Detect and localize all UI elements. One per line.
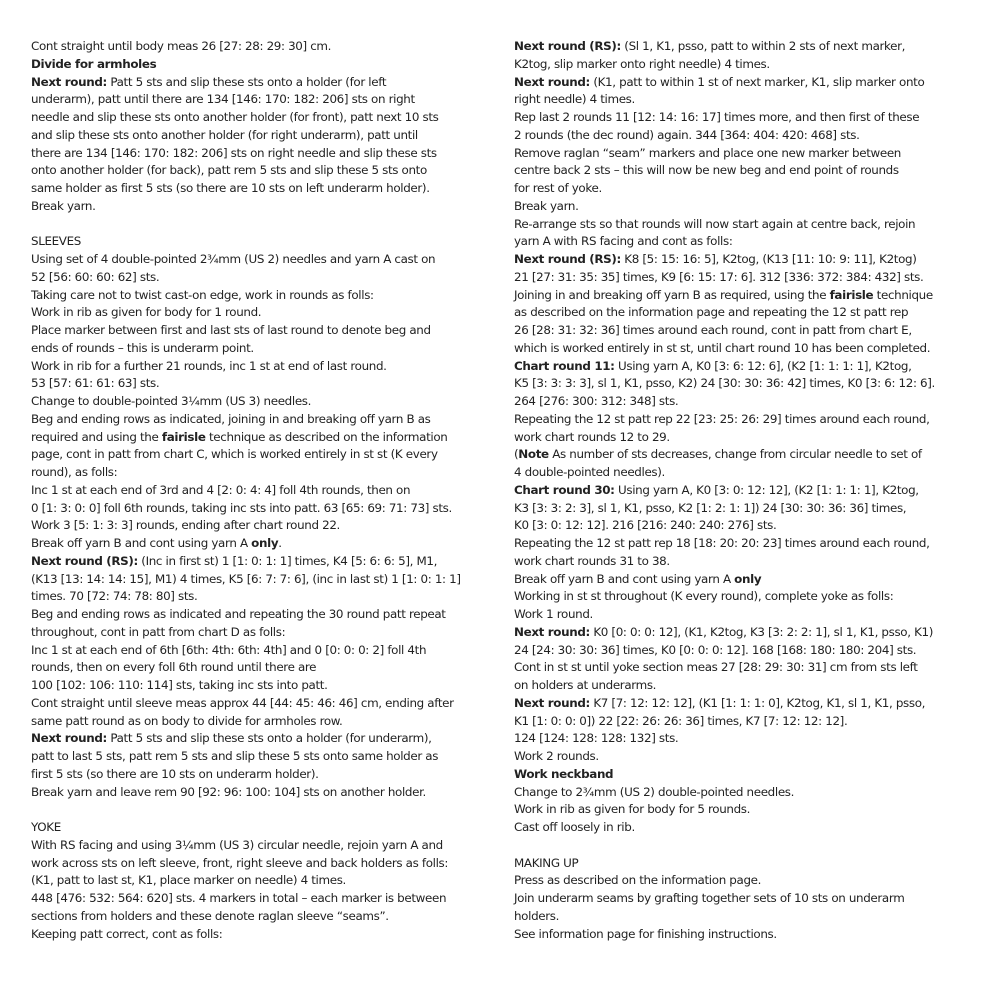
line-text: same patt round as on body to divide for armholes row. bbox=[31, 713, 343, 728]
line-text: Change to double-pointed 3¼mm (US 3) needles. bbox=[31, 394, 312, 408]
line-text: Rep last 2 rounds 11 [12: 14: 16: 17] times more, and then first of these bbox=[514, 110, 920, 124]
bold-text: Next round: bbox=[514, 74, 590, 89]
line-text: (Sl 1, K1, psso, patt to within 2 sts of next marker, bbox=[620, 39, 906, 53]
line-text: MAKING UP bbox=[514, 855, 579, 870]
line-text: K3 [3: 3: 2: 3], sl 1, K1, psso, K2 [1: 2: 1: 1]) 24 [30: 30: 36: 36] times, bbox=[514, 500, 907, 515]
bold-text: fairisle bbox=[829, 287, 874, 302]
text-line bbox=[31, 429, 473, 447]
line-text: (K1, patt to last st, K1, place marker on needle) 4 times. bbox=[31, 873, 346, 888]
text-line bbox=[31, 91, 473, 109]
text-line bbox=[514, 109, 954, 127]
text-line bbox=[514, 535, 954, 553]
bold-text: Next round: bbox=[514, 695, 590, 710]
text-line bbox=[514, 269, 954, 287]
text-line bbox=[31, 713, 473, 731]
text-line bbox=[31, 819, 473, 837]
line-text: Work in rib as given for body for 5 rounds. bbox=[514, 802, 751, 817]
line-text: Cont in st st until yoke section meas 27 [28: 29: 30: 31] cm from sts left bbox=[514, 660, 918, 675]
text-line bbox=[31, 784, 473, 802]
line-text: rounds, then on every foll 6th round until there are bbox=[31, 660, 317, 675]
text-line bbox=[514, 571, 954, 589]
line-text: Work 1 round. bbox=[514, 607, 593, 621]
line-text: sections from holders and these denote raglan sleeve “seams”. bbox=[31, 908, 389, 923]
text-line bbox=[514, 446, 954, 464]
text-line bbox=[514, 180, 954, 198]
text-line bbox=[514, 304, 954, 322]
line-text: SLEEVES bbox=[31, 234, 81, 249]
line-text: K2tog, slip marker onto right needle) 4 times. bbox=[514, 56, 770, 71]
text-line bbox=[514, 464, 954, 482]
text-line bbox=[514, 375, 954, 393]
text-line bbox=[31, 837, 473, 855]
text-line bbox=[514, 588, 954, 606]
bold-text: Next round (RS): bbox=[514, 252, 621, 266]
bold-text: Divide for armholes bbox=[31, 56, 157, 71]
line-text: See information page for finishing instructions. bbox=[514, 926, 777, 941]
text-line bbox=[514, 358, 954, 376]
line-text: needle and slip these sts onto another holder (for front), patt next 10 sts bbox=[31, 110, 439, 124]
line-text: Work in rib as given for body for 1 round. bbox=[31, 305, 262, 320]
line-text: work chart rounds 31 to 38. bbox=[514, 553, 670, 568]
text-line bbox=[514, 74, 954, 92]
text-line bbox=[31, 446, 473, 464]
text-line bbox=[514, 251, 954, 269]
line-text: Break off yarn B and cont using yarn A bbox=[514, 571, 735, 586]
text-line bbox=[31, 908, 473, 926]
line-text: Work in rib for a further 21 rounds, inc 1 st at end of last round. bbox=[31, 358, 387, 373]
line-text: Using yarn A, K0 [3: 0: 12: 12], (K2 [1: 1: 1: 1], K2tog, bbox=[614, 482, 919, 497]
text-line bbox=[514, 233, 954, 251]
text-line bbox=[31, 393, 473, 411]
text-line bbox=[514, 624, 954, 642]
line-text: Cast off loosely in rib. bbox=[514, 820, 635, 834]
line-text: Patt 5 sts and slip these sts onto a holder (for left bbox=[106, 74, 387, 89]
line-text: Repeating the 12 st patt rep 22 [23: 25: 26: 29] times around each round, bbox=[514, 411, 930, 426]
text-line bbox=[514, 677, 954, 695]
right-text-column bbox=[514, 38, 954, 943]
line-text: 0 [1: 3: 0: 0] foll 6th rounds, taking inc sts into patt. 63 [65: 69: 71: 73] sts. bbox=[31, 500, 452, 515]
text-line bbox=[31, 482, 473, 500]
line-text: 21 [27: 31: 35: 35] times, K9 [6: 15: 17: 6]. 312 [336: 372: 384: 432] sts. bbox=[514, 269, 924, 284]
line-text: there are 134 [146: 170: 182: 206] sts on right needle and slip these sts bbox=[31, 145, 437, 160]
line-text: page, cont in patt from chart C, which is worked entirely in st st (K every bbox=[31, 447, 438, 462]
line-text: Keeping patt correct, cont as folls: bbox=[31, 926, 223, 941]
text-line bbox=[514, 766, 954, 784]
text-line bbox=[514, 926, 954, 944]
line-text: 26 [28: 31: 32: 36] times around each round, cont in patt from chart E, bbox=[514, 323, 912, 337]
blank-line bbox=[31, 801, 473, 819]
bold-text: Next round: bbox=[31, 74, 107, 89]
text-line bbox=[514, 659, 954, 677]
text-line bbox=[31, 624, 473, 642]
text-line bbox=[31, 730, 473, 748]
line-text: Cont straight until body meas 26 [27: 28: 29: 30] cm. bbox=[31, 39, 332, 53]
bold-text: Next round: bbox=[514, 624, 590, 639]
text-line bbox=[514, 482, 954, 500]
text-line bbox=[31, 74, 473, 92]
text-line bbox=[514, 38, 954, 56]
text-line bbox=[31, 340, 473, 358]
line-text: 53 [57: 61: 61: 63] sts. bbox=[31, 376, 160, 391]
text-line bbox=[31, 109, 473, 127]
line-text: Beg and ending rows as indicated and repeating the 30 round patt repeat bbox=[31, 607, 446, 621]
text-line bbox=[31, 606, 473, 624]
text-line bbox=[31, 198, 473, 216]
text-line bbox=[514, 908, 954, 926]
line-text: Repeating the 12 st patt rep 18 [18: 20: 20: 23] times around each round, bbox=[514, 536, 930, 550]
text-line bbox=[31, 180, 473, 198]
line-text: K8 [5: 15: 16: 5], K2tog, (K13 [11: 10: 9: 11], K2tog) bbox=[620, 252, 917, 266]
line-text: K0 [3: 0: 12: 12]. 216 [216: 240: 240: 276] sts. bbox=[514, 518, 777, 533]
text-line bbox=[31, 748, 473, 766]
text-line bbox=[514, 162, 954, 180]
text-line bbox=[31, 375, 473, 393]
text-line bbox=[514, 393, 954, 411]
text-line bbox=[31, 304, 473, 322]
line-text: Place marker between first and last sts of last round to denote beg and bbox=[31, 323, 431, 337]
text-line bbox=[31, 766, 473, 784]
line-text: 100 [102: 106: 110: 114] sts, taking inc sts into patt. bbox=[31, 678, 328, 692]
bold-text: Chart round 30: bbox=[514, 482, 615, 497]
text-line bbox=[31, 500, 473, 518]
line-text: (K13 [13: 14: 14: 15], M1) 4 times, K5 [6: 7: 7: 6], (inc in last st) 1 [1: 0: 1: 1] bbox=[31, 571, 461, 586]
line-text: underarm), patt until there are 134 [146: 170: 182: 206] sts on right bbox=[31, 92, 415, 107]
text-line bbox=[514, 784, 954, 802]
line-text: With RS facing and using 3¼mm (US 3) circular needle, rejoin yarn A and bbox=[31, 837, 443, 852]
blank-line bbox=[31, 216, 473, 234]
text-line bbox=[514, 287, 954, 305]
text-line bbox=[31, 145, 473, 163]
line-text: Break yarn and leave rem 90 [92: 96: 100: 104] sts on another holder. bbox=[31, 784, 426, 799]
bold-text: Next round (RS): bbox=[31, 553, 138, 568]
line-text: Break off yarn B and cont using yarn A bbox=[31, 536, 252, 550]
text-line bbox=[31, 659, 473, 677]
line-text: centre back 2 sts – this will now be new beg and end point of rounds bbox=[514, 163, 899, 178]
text-line bbox=[31, 233, 473, 251]
line-text: Beg and ending rows as indicated, joining in and breaking off yarn B as bbox=[31, 411, 431, 426]
bold-text: Chart round 11: bbox=[514, 358, 615, 373]
line-text: K0 [0: 0: 0: 12], (K1, K2tog, K3 [3: 2: 2: 1], sl 1, K1, psso, K1) bbox=[589, 624, 934, 639]
text-line bbox=[514, 855, 954, 873]
text-line bbox=[31, 287, 473, 305]
text-line bbox=[514, 695, 954, 713]
text-line bbox=[514, 801, 954, 819]
line-text: technique as described on the information bbox=[205, 429, 448, 444]
text-line bbox=[514, 748, 954, 766]
text-line bbox=[31, 269, 473, 287]
line-text: Remove raglan “seam” markers and place one new marker between bbox=[514, 145, 901, 160]
bold-text: Next round (RS): bbox=[514, 39, 621, 53]
line-text: same holder as first 5 sts (so there are 10 sts on left underarm holder). bbox=[31, 181, 430, 195]
line-text: (Inc in first st) 1 [1: 0: 1: 1] times, K4 [5: 6: 6: 5], M1, bbox=[137, 553, 438, 568]
line-text: Patt 5 sts and slip these sts onto a holder (for underarm), bbox=[106, 731, 432, 746]
line-text: Work 2 rounds. bbox=[514, 749, 599, 763]
text-line bbox=[31, 322, 473, 340]
text-line bbox=[514, 411, 954, 429]
line-text: round), as folls: bbox=[31, 465, 118, 479]
text-line bbox=[514, 713, 954, 731]
line-text: as described on the information page and repeating the 12 st patt rep bbox=[514, 305, 909, 320]
line-text: Press as described on the information page. bbox=[514, 873, 762, 888]
text-line bbox=[31, 56, 473, 74]
text-line bbox=[514, 819, 954, 837]
line-text: on holders at underarms. bbox=[514, 678, 657, 692]
line-text: 124 [124: 128: 128: 132] sts. bbox=[514, 731, 679, 746]
line-text: 448 [476: 532: 564: 620] sts. 4 markers in total – each marker is between bbox=[31, 891, 447, 905]
text-line bbox=[514, 322, 954, 340]
line-text: Join underarm seams by grafting together sets of 10 sts on underarm bbox=[514, 891, 905, 905]
text-line bbox=[31, 38, 473, 56]
text-line bbox=[31, 411, 473, 429]
text-line bbox=[31, 553, 473, 571]
text-line bbox=[31, 872, 473, 890]
text-line bbox=[514, 872, 954, 890]
line-text: ends of rounds – this is underarm point. bbox=[31, 340, 254, 355]
line-text: Working in st st throughout (K every round), complete yoke as folls: bbox=[514, 589, 894, 604]
text-line bbox=[514, 340, 954, 358]
text-line bbox=[514, 127, 954, 145]
text-line bbox=[514, 198, 954, 216]
text-line bbox=[31, 642, 473, 660]
line-text: throughout, cont in patt from chart D as folls: bbox=[31, 624, 286, 639]
bold-text: Next round: bbox=[31, 731, 107, 746]
text-line bbox=[514, 606, 954, 624]
text-line bbox=[31, 517, 473, 535]
line-text: ( bbox=[514, 447, 519, 462]
text-line bbox=[514, 56, 954, 74]
line-text: K1 [1: 0: 0: 0]) 22 [22: 26: 26: 36] times, K7 [7: 12: 12: 12]. bbox=[514, 713, 848, 728]
bold-text: Note bbox=[518, 447, 549, 462]
text-line bbox=[31, 571, 473, 589]
line-text: for rest of yoke. bbox=[514, 181, 602, 195]
line-text: 4 double-pointed needles). bbox=[514, 465, 665, 479]
text-line bbox=[514, 429, 954, 447]
bold-text: Work neckband bbox=[514, 766, 614, 781]
line-text: technique bbox=[873, 287, 933, 302]
text-line bbox=[31, 677, 473, 695]
line-text: (K1, patt to within 1 st of next marker, K1, slip marker onto bbox=[589, 74, 925, 89]
line-text: Using set of 4 double-pointed 2¾mm (US 2) needles and yarn A cast on bbox=[31, 252, 436, 266]
line-text: work chart rounds 12 to 29. bbox=[514, 429, 670, 444]
text-line bbox=[31, 588, 473, 606]
line-text: first 5 sts (so there are 10 sts on underarm holder). bbox=[31, 766, 319, 781]
line-text: Inc 1 st at each end of 6th [6th: 4th: 6th: 4th] and 0 [0: 0: 0: 2] foll 4th bbox=[31, 642, 427, 657]
line-text: patt to last 5 sts, patt rem 5 sts and slip these 5 sts onto same holder as bbox=[31, 749, 439, 763]
text-line bbox=[514, 642, 954, 660]
line-text: K5 [3: 3: 3: 3], sl 1, K1, psso, K2) 24 [30: 30: 36: 42] times, K0 [3: 6: 12: 6]. bbox=[514, 376, 935, 391]
line-text: . bbox=[278, 536, 282, 550]
line-text: Inc 1 st at each end of 3rd and 4 [2: 0: 4: 4] foll 4th rounds, then on bbox=[31, 482, 411, 497]
line-text: Taking care not to twist cast-on edge, work in rounds as folls: bbox=[31, 287, 374, 302]
text-line bbox=[514, 216, 954, 234]
line-text: right needle) 4 times. bbox=[514, 92, 635, 107]
bold-text: fairisle bbox=[161, 429, 206, 444]
line-text: As number of sts decreases, change from circular needle to set of bbox=[548, 447, 922, 462]
line-text: YOKE bbox=[31, 820, 61, 834]
text-line bbox=[514, 730, 954, 748]
line-text: 52 [56: 60: 60: 62] sts. bbox=[31, 269, 160, 284]
text-line bbox=[31, 855, 473, 873]
text-line bbox=[514, 890, 954, 908]
text-line bbox=[514, 500, 954, 518]
line-text: work across sts on left sleeve, front, right sleeve and back holders as folls: bbox=[31, 855, 449, 870]
line-text: Work 3 [5: 1: 3: 3] rounds, ending after chart round 22. bbox=[31, 518, 340, 533]
text-line bbox=[514, 145, 954, 163]
line-text: which is worked entirely in st st, until chart round 10 has been completed. bbox=[514, 340, 931, 355]
line-text: 2 rounds (the dec round) again. 344 [364: 404: 420: 468] sts. bbox=[514, 127, 860, 142]
line-text: yarn A with RS facing and cont as folls: bbox=[514, 234, 733, 249]
line-text: and slip these sts onto another holder (for right underarm), patt until bbox=[31, 127, 418, 142]
text-line bbox=[31, 535, 473, 553]
text-line bbox=[31, 162, 473, 180]
text-line bbox=[514, 91, 954, 109]
blank-line bbox=[514, 837, 954, 855]
text-line bbox=[31, 464, 473, 482]
line-text: Break yarn. bbox=[31, 198, 96, 213]
line-text: holders. bbox=[514, 908, 560, 923]
text-line bbox=[31, 358, 473, 376]
line-text: Cont straight until sleeve meas approx 44 [44: 45: 46: 46] cm, ending after bbox=[31, 695, 454, 710]
line-text: Break yarn. bbox=[514, 198, 579, 213]
text-line bbox=[31, 251, 473, 269]
line-text: 24 [24: 30: 30: 36] times, K0 [0: 0: 0: 12]. 168 [168: 180: 180: 204] sts. bbox=[514, 642, 917, 657]
line-text: 264 [276: 300: 312: 348] sts. bbox=[514, 394, 679, 408]
line-text: K7 [7: 12: 12: 12], (K1 [1: 1: 1: 0], K2tog, K1, sl 1, K1, psso, bbox=[589, 695, 926, 710]
text-line bbox=[31, 926, 473, 944]
text-line bbox=[31, 890, 473, 908]
left-text-column bbox=[31, 38, 473, 943]
text-line bbox=[31, 127, 473, 145]
text-line bbox=[514, 517, 954, 535]
line-text: Change to 2¾mm (US 2) double-pointed needles. bbox=[514, 784, 795, 799]
text-line bbox=[31, 695, 473, 713]
line-text: times. 70 [72: 74: 78: 80] sts. bbox=[31, 589, 198, 604]
line-text: Re-arrange sts so that rounds will now start again at centre back, rejoin bbox=[514, 216, 916, 231]
bold-text: only bbox=[251, 536, 279, 550]
line-text: Joining in and breaking off yarn B as required, using the bbox=[514, 287, 830, 302]
text-line bbox=[514, 553, 954, 571]
line-text: onto another holder (for back), patt rem 5 sts and slip these 5 sts onto bbox=[31, 163, 427, 178]
line-text: Using yarn A, K0 [3: 6: 12: 6], (K2 [1: 1: 1: 1], K2tog, bbox=[614, 358, 912, 373]
bold-text: only bbox=[734, 571, 762, 586]
line-text: required and using the bbox=[31, 429, 162, 444]
